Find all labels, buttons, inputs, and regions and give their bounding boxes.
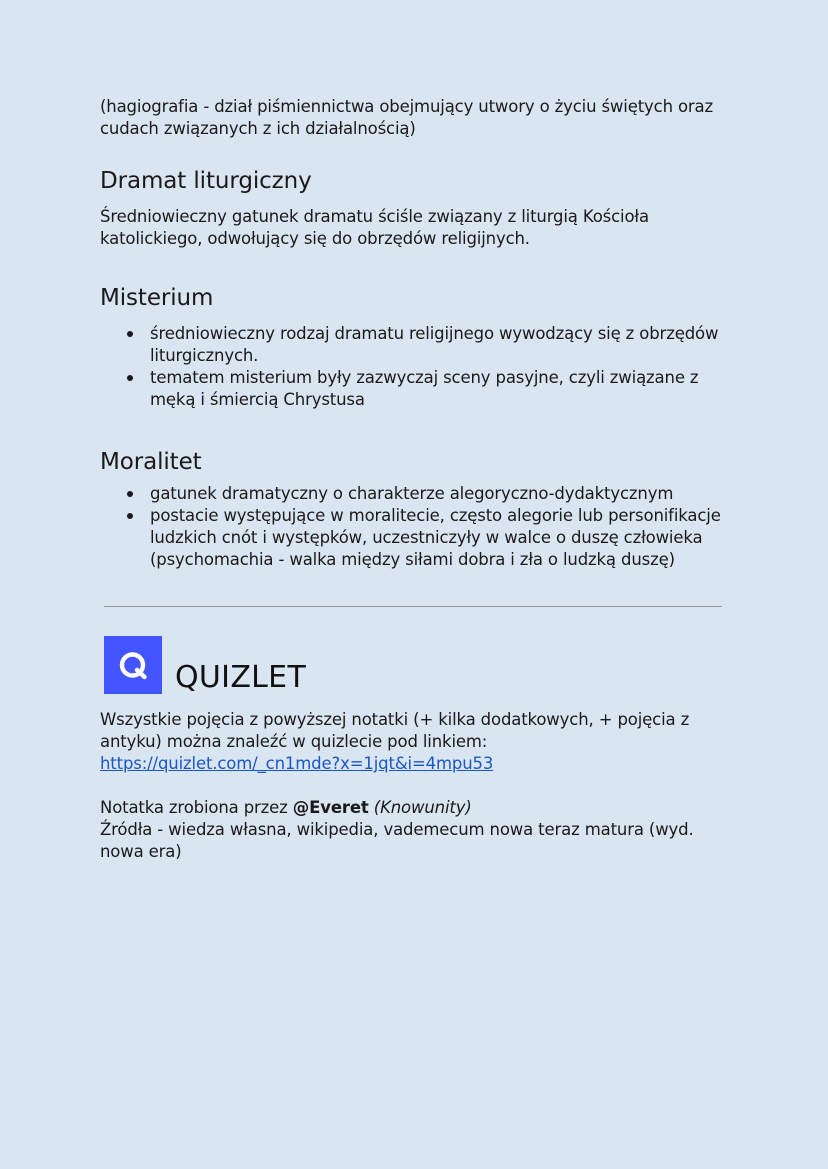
platform-name: (Knowunity) <box>373 798 472 817</box>
sources-text: Źródła - wiedza własna, wikipedia, vademecum nowa teraz matura (wyd. nowa era) <box>100 820 694 861</box>
bullet-icon <box>127 491 133 497</box>
quizlet-description <box>100 709 728 775</box>
credits-prefix: Notatka zrobiona przez <box>100 798 293 817</box>
section-divider <box>104 606 722 607</box>
hagiography-definition: (hagiografia - dział piśmiennictwa obejmujący utwory o życiu świętych oraz cudach związanych z ich działalnością) <box>100 97 714 138</box>
quizlet-link[interactable]: https://quizlet.com/_cn1mde?x=1jqt&i=4mpu53 <box>100 754 494 773</box>
misterium-list <box>100 323 728 411</box>
moralitet-list <box>100 483 728 571</box>
bullet-icon <box>127 331 133 337</box>
list-item-text: tematem misterium były zazwyczaj sceny pasyjne, czyli związane z męką i śmiercią Chrystusa <box>150 368 699 409</box>
quizlet-title: QUIZLET <box>175 660 307 695</box>
heading-moralitet: Moralitet <box>100 449 202 475</box>
heading-misterium: Misterium <box>100 285 214 311</box>
author-handle: @Everet <box>292 798 369 817</box>
dramat-liturgiczny-definition: Średniowieczny gatunek dramatu ściśle związany z liturgią Kościoła katolickiego, odwołujący się do obrzędów religijnych. <box>100 207 649 248</box>
bullet-icon <box>127 513 133 519</box>
quizlet-description-text: Wszystkie pojęcia z powyższej notatki (+ kilka dodatkowych, + pojęcia z antyku) można znaleźć w quizlecie pod linkiem: <box>100 710 690 751</box>
list-item <box>150 505 728 571</box>
list-item <box>150 323 728 367</box>
list-item <box>150 367 728 411</box>
bullet-icon <box>127 375 133 381</box>
list-item-text: gatunek dramatyczny o charakterze alegoryczno-dydaktycznym <box>150 484 674 503</box>
quizlet-logo-icon <box>104 636 162 694</box>
list-item-text: średniowieczny rodzaj dramatu religijnego wywodzący się z obrzędów liturgicznych. <box>150 324 719 365</box>
quizlet-header <box>100 636 728 698</box>
heading-dramat-liturgiczny: Dramat liturgiczny <box>100 168 312 194</box>
credits <box>100 797 728 863</box>
list-item-text: postacie występujące w moralitecie, często alegorie lub personifikacje ludzkich cnót i występków, uczestniczyły w walce o duszę człowieka (psychomachia - walka między siłami dobra i zła o ludzką duszę) <box>150 506 721 569</box>
list-item <box>150 483 728 505</box>
